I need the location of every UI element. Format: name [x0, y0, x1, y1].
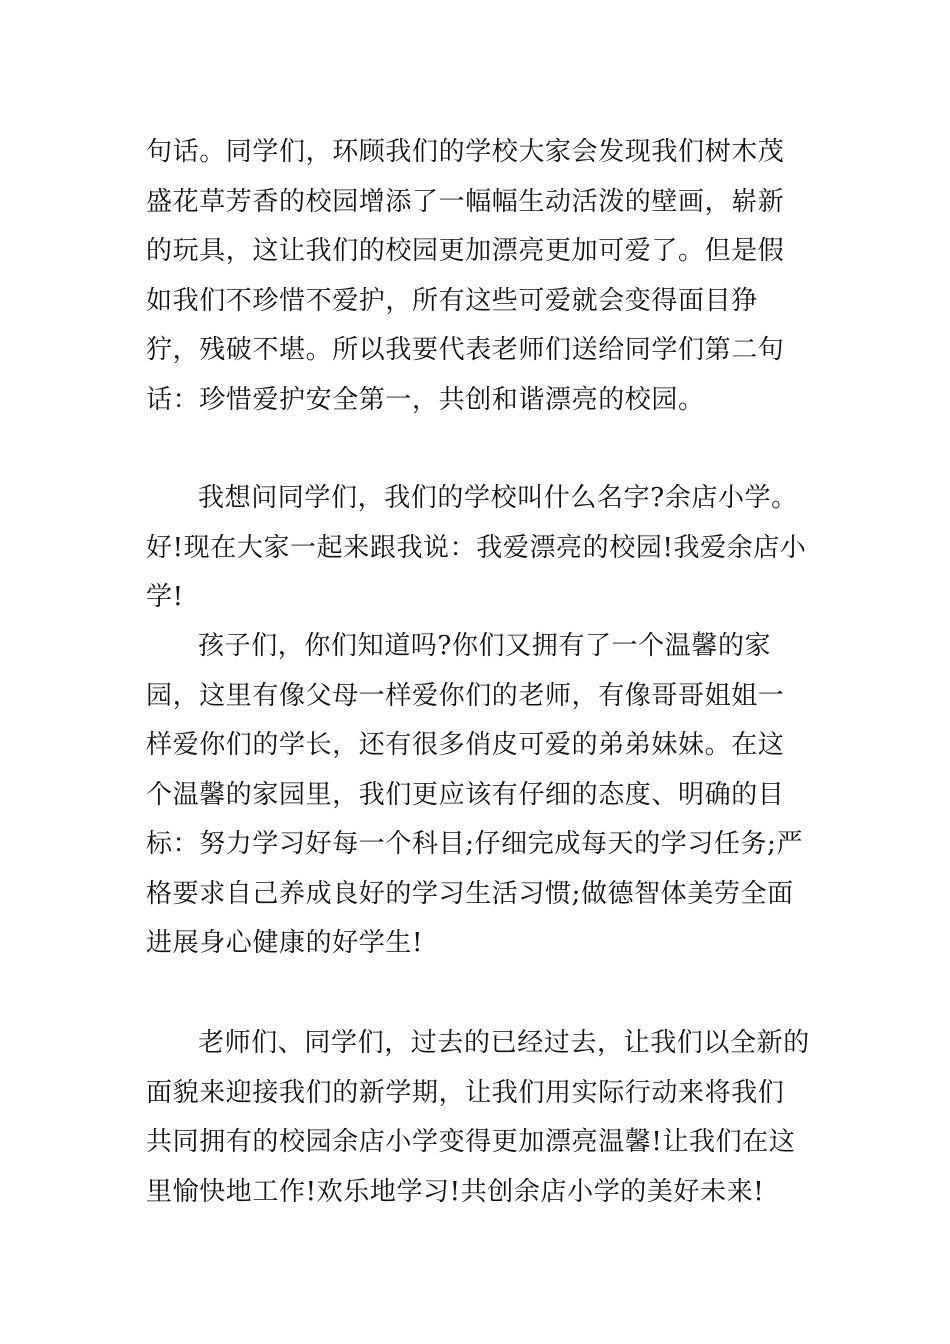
paragraph-4: 老师们、同学们，过去的已经过去，让我们以全新的面貌来迎接我们的新学期，让我们用实际行动来将我们共同拥有的校园余店小学变得更加漂亮温馨!让我们在这里愉快地工作!欢乐地学习!共创余店小学的美好未来!: [146, 1028, 810, 1207]
paragraph-3: 孩子们，你们知道吗?你们又拥有了一个温馨的家园，这里有像父母一样爱你们的老师，有像哥哥姐姐一样爱你们的学长，还有很多俏皮可爱的弟弟妹妹。在这个温馨的家园里，我们更应该有仔细的态度、明确的目标：努力学习好每一个科目;仔细完成每天的学习任务;严格要求自己养成良好的学习生活习惯;做德智体美劳全面进展身心健康的好学生!: [146, 631, 804, 958]
paragraph-2: 我想问同学们，我们的学校叫什么名字?余店小学。好!现在大家一起来跟我说：我爱漂亮的校园!我爱余店小学!: [146, 483, 807, 612]
paragraph-1: 句话。同学们，环顾我们的学校大家会发现我们树木茂盛花草芳香的校园增添了一幅幅生动活泼的壁画，崭新的玩具，这让我们的校园更加漂亮更加可爱了。但是假如我们不珍惜不爱护，所有这些可爱就会变得面目狰狞，残破不堪。所以我要代表老师们送给同学们第二句话：珍惜爱护安全第一，共创和谐漂亮的校园。: [146, 137, 785, 415]
